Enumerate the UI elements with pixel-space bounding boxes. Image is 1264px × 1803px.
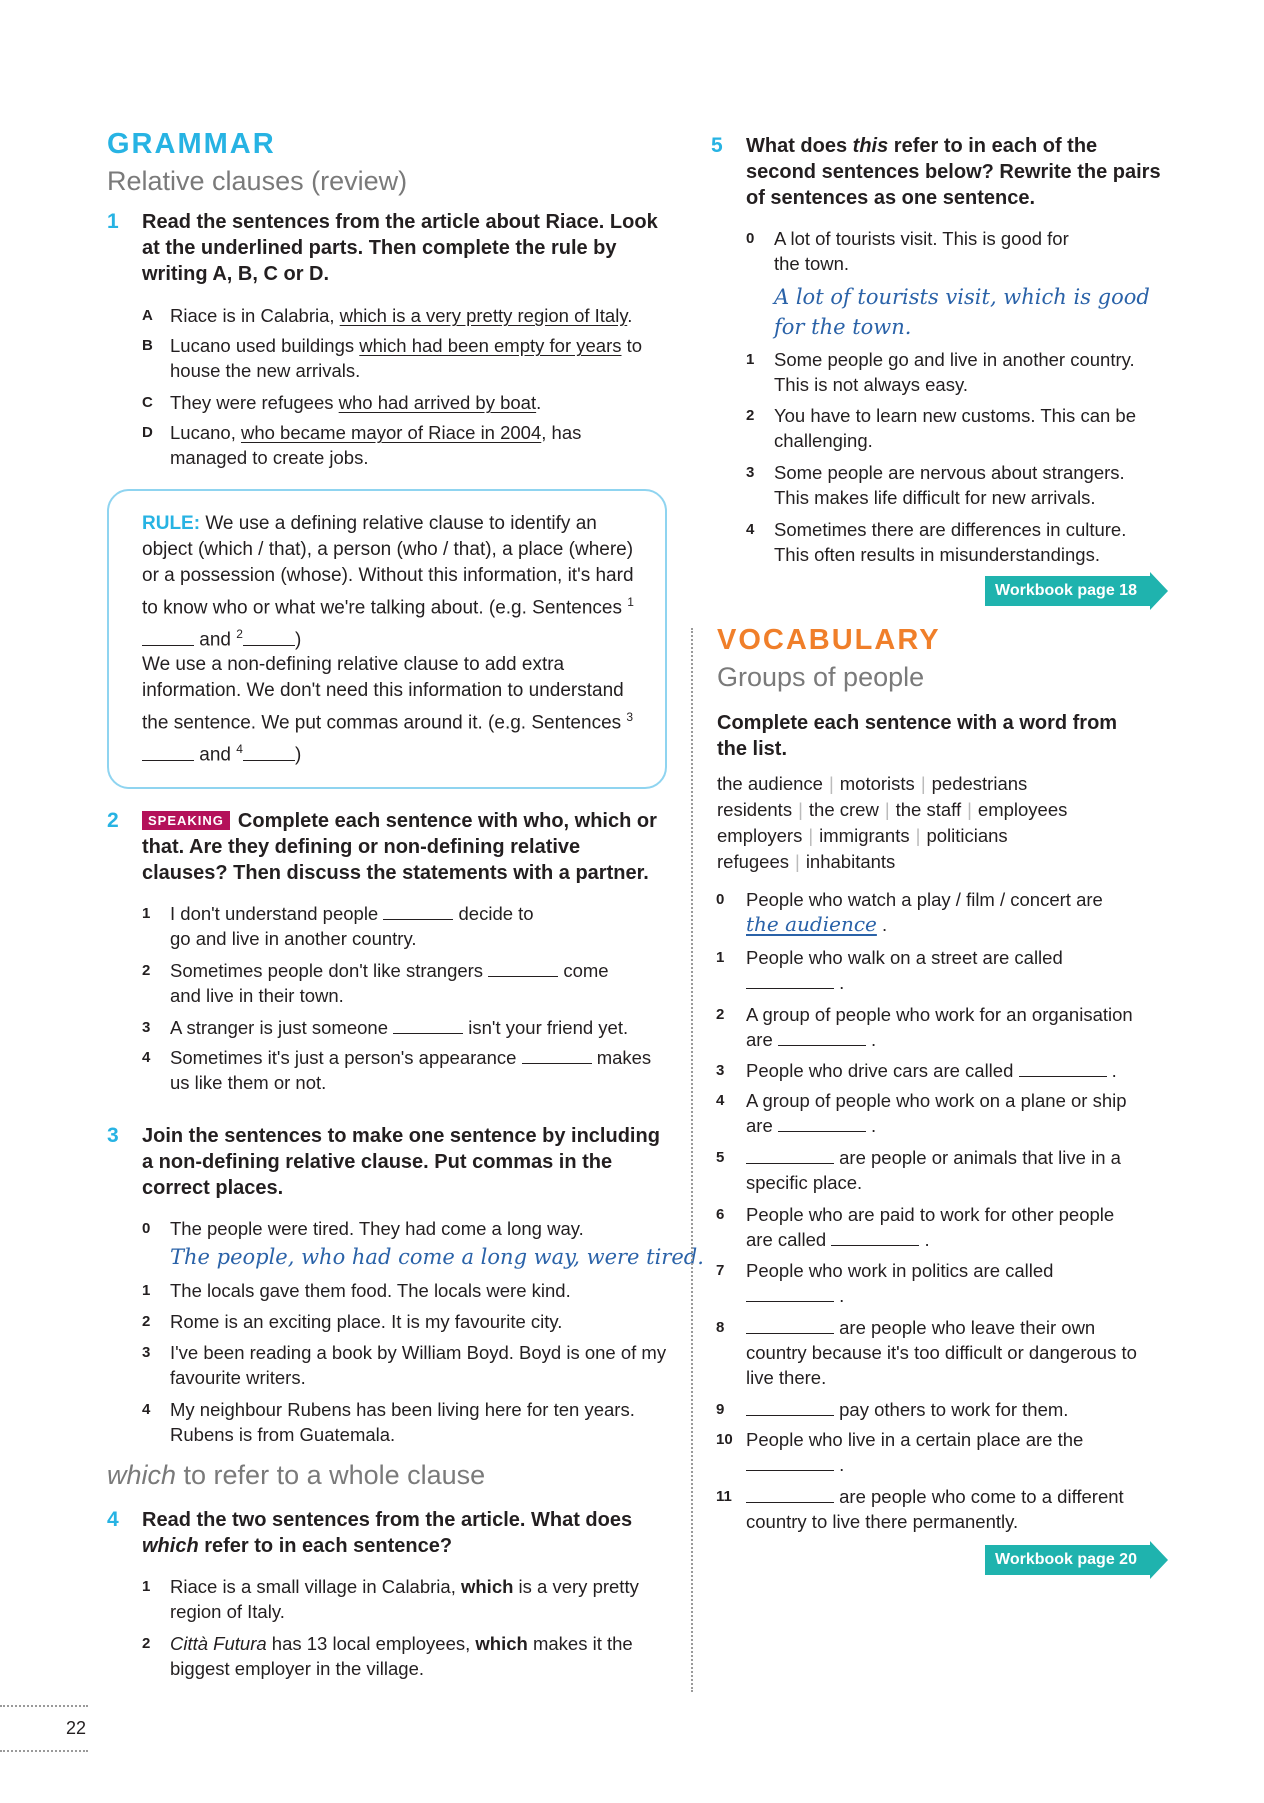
q2: 2 SPEAKING Complete each sentence with who, which or that. Are they defining or non-defining relative clauses? Then discuss the statements with a partner.	[107, 809, 657, 884]
answer-blank[interactable]	[746, 1319, 834, 1334]
q5-example-answer: A lot of tourists visit, which is good for the town.	[774, 285, 1150, 339]
grammar-heading: GRAMMAR	[107, 128, 276, 160]
q4-item-2: 2 Città Futura has 13 local employees, which makes it the biggest employer in the village.	[142, 1633, 633, 1679]
q4: 4 Read the two sentences from the article. What does which refer to in each sentence?	[107, 1508, 633, 1557]
q5-item-2: 2 You have to learn new customs. This can be challenging.	[746, 405, 1136, 451]
q1	[107, 209, 667, 287]
answer-blank[interactable]	[383, 905, 453, 920]
grammar-subheading: Relative clauses (review)	[107, 166, 408, 196]
q5-item-4: 4 Sometimes there are differences in culture. This often results in misunderstandings.	[746, 519, 1127, 565]
q5-item-1: 1 Some people go and live in another country. This is not always easy.	[746, 349, 1135, 395]
q2-item-1: 1 I don't understand people decide to go and live in another country.	[142, 903, 534, 949]
vocab-item-8: 8 are people who leave their own country because it's too difficult or dangerous to live there.	[716, 1317, 1137, 1388]
answer-blank[interactable]	[746, 1149, 834, 1164]
q5: 5 What does this refer to in each of the second sentences below? Rewrite the pairs of sentences as one sentence.	[711, 134, 1161, 209]
rule-blank-1[interactable]	[142, 631, 194, 646]
workbook-link-20[interactable]: Workbook page 20	[985, 1545, 1150, 1575]
q2-item-4: 4 Sometimes it's just a person's appearance makes us like them or not.	[142, 1047, 652, 1093]
q1-item-b: B Lucano used buildings which had been empty for years to house the new arrivals.	[142, 335, 643, 381]
vocab-item-6: 6 People who are paid to work for other people are called .	[716, 1204, 1115, 1250]
rule-paragraph-2: We use a non-defining relative clause to add extra information. We don't need this information to understand the sentence. We put commas around it. (e.g. Sentences $^3$ and $^4$ )	[142, 654, 634, 766]
workbook-link-18[interactable]: Workbook page 18	[985, 576, 1150, 606]
vocab-example: 0 People who watch a play / film / concert are the audience .	[716, 889, 1103, 936]
rule-blank-3[interactable]	[142, 746, 194, 761]
q5-example: 0 A lot of tourists visit. This is good for the town.	[746, 228, 1069, 274]
q3-example-answer: The people, who had come a long way, were tired.	[170, 1245, 704, 1269]
answer-blank[interactable]	[522, 1049, 592, 1064]
vocab-item-4: 4 A group of people who work on a plane or ship are .	[716, 1090, 1127, 1136]
page-rule-top	[0, 1705, 88, 1707]
q1-item-a: A Riace is in Calabria, which is a very pretty region of Italy.	[142, 305, 633, 326]
q3-item-4: 4 My neighbour Rubens has been living here for ten years. Rubens is from Guatemala.	[142, 1399, 635, 1445]
answer-blank[interactable]	[778, 1117, 866, 1132]
answer-blank[interactable]	[831, 1231, 919, 1246]
q4-item-1: 1 Riace is a small village in Calabria, which is a very pretty region of Italy.	[142, 1576, 639, 1622]
q3-item-1: 1 The locals gave them food. The locals were kind.	[142, 1280, 571, 1301]
answer-blank[interactable]	[1019, 1062, 1107, 1077]
vocab-item-9: 9 pay others to work for them.	[716, 1399, 1069, 1420]
answer-blank[interactable]	[746, 1287, 834, 1302]
rule-blank-2[interactable]	[243, 631, 295, 646]
q1-number: 1	[107, 210, 119, 233]
q1-item-c: C They were refugees who had arrived by boat.	[142, 392, 542, 413]
vocab-item-7: 7 People who work in politics are called .	[716, 1260, 1054, 1306]
q5-item-3: 3 Some people are nervous about strangers. This makes life difficult for new arrivals.	[746, 462, 1125, 508]
vocab-item-5: 5 are people or animals that live in a specific place.	[716, 1147, 1121, 1193]
vocab-item-11: 11 are people who come to a different country to live there permanently.	[716, 1486, 1124, 1532]
vocab-item-2: 2 A group of people who work for an organisation are .	[716, 1004, 1133, 1050]
answer-blank[interactable]	[393, 1019, 463, 1034]
answer-blank[interactable]	[488, 962, 558, 977]
vocabulary-subheading: Groups of people	[717, 662, 925, 692]
word-list: the audience | motorists | pedestrians residents | the crew | the staff | employees employers | immigrants | politicians refugees | inhabitants	[717, 773, 1068, 872]
vocabulary-heading: VOCABULARY	[717, 624, 941, 656]
which-heading: which to refer to a whole clause	[107, 1460, 486, 1490]
column-divider	[691, 628, 693, 1692]
q1-item-d: D Lucano, who became mayor of Riace in 2004, has managed to create jobs.	[142, 422, 582, 468]
q3: 3 Join the sentences to make one sentence by including a non-defining relative clause. Put commas in the correct places.	[107, 1124, 660, 1199]
q2-item-3: 3 A stranger is just someone isn't your friend yet.	[142, 1017, 629, 1038]
q3-item-2: 2 Rome is an exciting place. It is my favourite city.	[142, 1311, 563, 1332]
q2-item-2: 2 Sometimes people don't like strangers come and live in their town.	[142, 960, 609, 1006]
answer-blank[interactable]	[778, 1031, 866, 1046]
answer-blank[interactable]	[746, 1456, 834, 1471]
answer-blank[interactable]	[746, 1488, 834, 1503]
vocabulary-instruction: Complete each sentence with a word from the list.	[717, 712, 1118, 760]
rule-blank-4[interactable]	[243, 746, 295, 761]
answer-blank[interactable]	[746, 1401, 834, 1416]
q1-instruction: Read the sentences from the article about Riace. Look at the underlined parts. Then complete the rule by writing A, B, C or D.	[142, 211, 658, 285]
q3-item-3: 3 I've been reading a book by William Boyd. Boyd is one of my favourite writers.	[142, 1342, 667, 1388]
page-number: 22	[66, 1718, 87, 1738]
page-rule-bottom	[0, 1750, 88, 1752]
vocab-item-1: 1 People who walk on a street are called .	[716, 947, 1063, 993]
q3-example: 0 The people were tired. They had come a long way.	[142, 1218, 584, 1239]
answer-blank[interactable]	[746, 974, 834, 989]
speaking-badge: SPEAKING	[142, 811, 230, 830]
vocab-item-10: 10 People who live in a certain place are the .	[716, 1429, 1084, 1475]
vocab-item-3: 3 People who drive cars are called .	[716, 1060, 1117, 1081]
rule-paragraph-1: RULE: We use a defining relative clause to identify an object (which / that), a person (who / that), a place (where) or a possession (whose). Without this information, it's hard to know who or what we're talking about. (e.g. Sentences $^1$ and $^2$ )	[142, 513, 634, 651]
